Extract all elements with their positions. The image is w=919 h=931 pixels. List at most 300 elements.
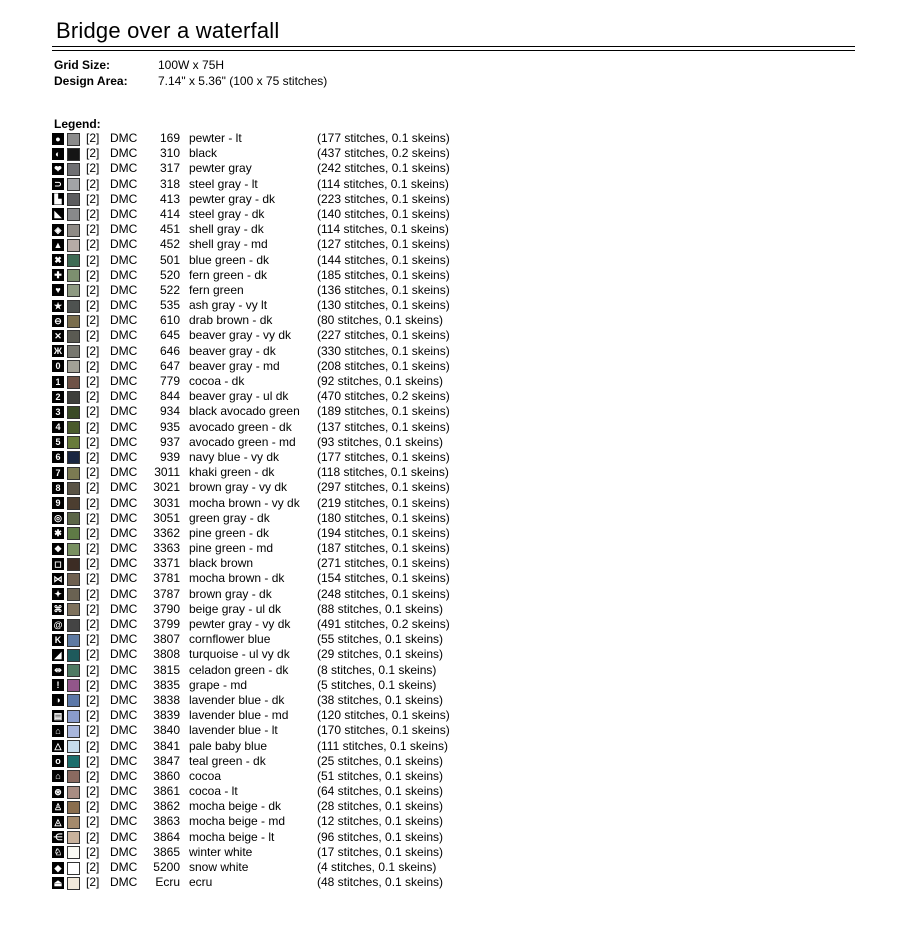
stitch-stats: (137 stitches, 0.1 skeins) — [317, 419, 450, 434]
thread-number: 3864 — [153, 829, 180, 844]
symbol-icon: K — [52, 634, 64, 646]
strand-count: [2] — [86, 708, 100, 723]
thread-brand: DMC — [110, 404, 138, 419]
stitch-stats: (17 stitches, 0.1 skeins) — [317, 844, 444, 859]
color-swatch — [67, 740, 80, 753]
strand-count: [2] — [86, 449, 100, 464]
thread-brand: DMC — [110, 708, 138, 723]
color-swatch — [67, 816, 80, 829]
strand-count: [2] — [86, 298, 100, 313]
stitch-stats: (28 stitches, 0.1 skeins) — [317, 799, 444, 814]
thread-number: 3807 — [153, 632, 180, 647]
color-name: lavender blue - dk — [189, 692, 285, 707]
symbol-icon: ❤ — [52, 163, 64, 175]
thread-number: 647 — [159, 358, 180, 373]
color-swatch — [67, 284, 80, 297]
color-swatch — [67, 634, 80, 647]
color-name: fern green - dk — [189, 267, 268, 282]
thread-number: 3781 — [153, 571, 180, 586]
thread-brand: DMC — [110, 298, 138, 313]
symbol-icon: ♥ — [52, 284, 64, 296]
color-name: black brown — [189, 556, 254, 571]
color-swatch — [67, 254, 80, 267]
strand-count: [2] — [86, 161, 100, 176]
color-name: ash gray - vy lt — [189, 298, 268, 313]
color-swatch — [67, 451, 80, 464]
thread-brand: DMC — [110, 131, 138, 145]
thread-number: Ecru — [155, 875, 180, 890]
strand-count: [2] — [86, 313, 100, 328]
stitch-stats: (92 stitches, 0.1 skeins) — [317, 374, 444, 388]
color-name: snow white — [189, 860, 249, 874]
thread-brand: DMC — [110, 586, 138, 601]
thread-brand: DMC — [110, 738, 138, 753]
thread-number: 3840 — [153, 723, 180, 738]
thread-number: 3362 — [153, 525, 180, 540]
symbol-icon: ⇹ — [52, 664, 64, 676]
stitch-stats: (88 stitches, 0.1 skeins) — [317, 601, 444, 616]
thread-brand: DMC — [110, 358, 138, 373]
color-swatch — [67, 330, 80, 343]
strand-count: [2] — [86, 860, 100, 874]
color-name: steel gray - dk — [189, 206, 265, 221]
strand-count: [2] — [86, 434, 100, 449]
color-name: mocha brown - vy dk — [189, 495, 300, 510]
strand-count: [2] — [86, 328, 100, 343]
stitch-stats: (170 stitches, 0.1 skeins) — [317, 723, 450, 738]
thread-number: 934 — [159, 404, 180, 419]
symbol-icon: ◬ — [52, 816, 64, 828]
grid-size-value: 100W x 75H — [158, 58, 225, 72]
strand-count: [2] — [86, 601, 100, 616]
color-swatch — [67, 710, 80, 723]
thread-number: 779 — [159, 374, 180, 388]
thread-brand: DMC — [110, 601, 138, 616]
stitch-stats: (227 stitches, 0.1 skeins) — [317, 328, 450, 343]
strand-count: [2] — [86, 222, 100, 237]
color-name: turquoise - ul vy dk — [189, 647, 290, 662]
thread-brand: DMC — [110, 343, 138, 358]
thread-brand: DMC — [110, 267, 138, 282]
thread-brand: DMC — [110, 206, 138, 221]
thread-brand: DMC — [110, 252, 138, 267]
symbol-icon: ♘ — [53, 847, 63, 858]
stitch-stats: (64 stitches, 0.1 skeins) — [317, 784, 444, 799]
thread-brand: DMC — [110, 677, 138, 692]
thread-brand: DMC — [110, 465, 138, 480]
symbol-icon: ⌂ — [52, 770, 64, 782]
color-swatch — [67, 770, 80, 783]
strand-count: [2] — [86, 617, 100, 631]
color-swatch — [67, 133, 80, 146]
symbol-icon: ⊛ — [52, 786, 64, 798]
stitch-stats: (8 stitches, 0.1 skeins) — [317, 662, 437, 677]
color-swatch — [67, 558, 80, 571]
symbol-icon: ! — [52, 679, 64, 691]
stitch-stats: (187 stitches, 0.1 skeins) — [317, 541, 450, 556]
symbol-icon: △ — [52, 740, 64, 752]
color-swatch — [67, 360, 80, 373]
color-name: drab brown - dk — [189, 313, 273, 328]
strand-count: [2] — [86, 753, 100, 768]
stitch-stats: (25 stitches, 0.1 skeins) — [317, 753, 444, 768]
grid-size-label: Grid Size: — [54, 58, 111, 72]
thread-number: 3838 — [153, 692, 180, 707]
stitch-stats: (491 stitches, 0.2 skeins) — [317, 617, 450, 631]
symbol-icon: ◑ — [52, 694, 64, 706]
strand-count: [2] — [86, 662, 100, 677]
color-swatch — [67, 694, 80, 707]
strand-count: [2] — [86, 875, 100, 890]
color-swatch — [67, 679, 80, 692]
thread-brand: DMC — [110, 449, 138, 464]
color-swatch — [67, 178, 80, 191]
stitch-stats: (140 stitches, 0.1 skeins) — [317, 206, 450, 221]
color-swatch — [67, 300, 80, 313]
stitch-stats: (177 stitches, 0.1 skeins) — [317, 131, 450, 145]
color-swatch — [67, 512, 80, 525]
stitch-stats: (144 stitches, 0.1 skeins) — [317, 252, 450, 267]
strand-count: [2] — [86, 829, 100, 844]
color-name: beaver gray - dk — [189, 343, 276, 358]
thread-brand: DMC — [110, 176, 138, 191]
strand-count: [2] — [86, 510, 100, 525]
strand-count: [2] — [86, 389, 100, 404]
color-swatch — [67, 163, 80, 176]
symbol-icon: 8 — [52, 482, 64, 494]
symbol-icon: ◎ — [52, 512, 64, 524]
strand-count: [2] — [86, 784, 100, 799]
color-swatch — [67, 406, 80, 419]
strand-count: [2] — [86, 374, 100, 388]
color-name: lavender blue - lt — [189, 723, 278, 738]
thread-brand: DMC — [110, 525, 138, 540]
symbol-icon: @ — [53, 619, 63, 630]
thread-brand: DMC — [110, 784, 138, 799]
thread-number: 310 — [159, 146, 180, 161]
thread-brand: DMC — [110, 161, 138, 176]
strand-count: [2] — [86, 556, 100, 571]
thread-number: 645 — [159, 328, 180, 343]
strand-count: [2] — [86, 586, 100, 601]
color-swatch — [67, 755, 80, 768]
legend-title: Legend: — [54, 117, 101, 131]
symbol-icon: 5 — [52, 436, 64, 448]
color-swatch — [67, 497, 80, 510]
color-name: mocha beige - lt — [189, 829, 275, 844]
strand-count: [2] — [86, 267, 100, 282]
color-swatch — [67, 421, 80, 434]
stitch-stats: (118 stitches, 0.1 skeins) — [317, 465, 449, 480]
thread-number: 3860 — [153, 768, 180, 783]
thread-number: 3799 — [153, 617, 180, 631]
color-swatch — [67, 603, 80, 616]
thread-brand: DMC — [110, 313, 138, 328]
symbol-icon: ⏏ — [53, 877, 63, 888]
thread-number: 3371 — [153, 556, 180, 571]
stitch-stats: (55 stitches, 0.1 skeins) — [317, 632, 444, 647]
symbol-icon: ⌘ — [53, 604, 63, 615]
stitch-stats: (177 stitches, 0.1 skeins) — [317, 449, 450, 464]
thread-brand: DMC — [110, 389, 138, 404]
color-swatch — [67, 376, 80, 389]
symbol-icon: ◈ — [52, 224, 64, 236]
color-name: shell gray - md — [189, 237, 268, 252]
symbol-icon: ✖ — [52, 254, 64, 266]
thread-number: 317 — [159, 161, 180, 176]
thread-number: 610 — [159, 313, 180, 328]
symbol-icon: ⊃ — [52, 178, 64, 190]
thread-brand: DMC — [110, 419, 138, 434]
thread-number: 413 — [159, 191, 180, 206]
color-swatch — [67, 208, 80, 221]
thread-brand: DMC — [110, 510, 138, 525]
symbol-icon: ✚ — [52, 269, 64, 281]
title-rule-top — [52, 46, 855, 47]
thread-number: 169 — [159, 131, 180, 145]
strand-count: [2] — [86, 738, 100, 753]
color-name: beaver gray - ul dk — [189, 389, 289, 404]
strand-count: [2] — [86, 404, 100, 419]
thread-brand: DMC — [110, 829, 138, 844]
color-swatch — [67, 224, 80, 237]
thread-brand: DMC — [110, 753, 138, 768]
symbol-icon: 1 — [52, 376, 64, 388]
color-swatch — [67, 862, 80, 875]
color-name: avocado green - md — [189, 434, 296, 449]
thread-brand: DMC — [110, 374, 138, 388]
color-name: steel gray - lt — [189, 176, 258, 191]
stitch-stats: (12 stitches, 0.1 skeins) — [317, 814, 444, 829]
color-name: lavender blue - md — [189, 708, 289, 723]
strand-count: [2] — [86, 343, 100, 358]
color-name: ecru — [189, 875, 213, 890]
thread-number: 520 — [159, 267, 180, 282]
design-area-value: 7.14" x 5.36" (100 x 75 stitches) — [158, 74, 328, 88]
color-swatch — [67, 786, 80, 799]
strand-count: [2] — [86, 206, 100, 221]
thread-number: 935 — [159, 419, 180, 434]
strand-count: [2] — [86, 525, 100, 540]
color-swatch — [67, 831, 80, 844]
symbol-icon: ⊖ — [52, 315, 64, 327]
stitch-stats: (51 stitches, 0.1 skeins) — [317, 768, 444, 783]
symbol-icon: ● — [52, 133, 64, 145]
symbol-icon: ◢ — [52, 649, 64, 661]
stitch-stats: (470 stitches, 0.2 skeins) — [317, 389, 450, 404]
thread-number: 501 — [159, 252, 180, 267]
color-name: winter white — [189, 844, 253, 859]
color-name: cocoa — [189, 768, 222, 783]
thread-brand: DMC — [110, 768, 138, 783]
color-name: blue green - dk — [189, 252, 270, 267]
color-swatch — [67, 148, 80, 161]
color-name: pine green - dk — [189, 525, 270, 540]
symbol-icon: ⌂ — [52, 725, 64, 737]
thread-brand: DMC — [110, 146, 138, 161]
strand-count: [2] — [86, 282, 100, 297]
color-name: pewter - lt — [189, 131, 242, 145]
color-swatch — [67, 543, 80, 556]
color-swatch — [67, 315, 80, 328]
thread-number: 844 — [159, 389, 180, 404]
page-title: Bridge over a waterfall — [56, 18, 280, 43]
thread-brand: DMC — [110, 875, 138, 890]
color-name: beige gray - ul dk — [189, 601, 282, 616]
color-name: black avocado green — [189, 404, 300, 419]
symbol-icon: 2 — [52, 391, 64, 403]
color-swatch — [67, 436, 80, 449]
strand-count: [2] — [86, 131, 100, 145]
stitch-stats: (5 stitches, 0.1 skeins) — [317, 677, 437, 692]
thread-number: 3865 — [153, 844, 180, 859]
thread-brand: DMC — [110, 556, 138, 571]
stitch-stats: (248 stitches, 0.1 skeins) — [317, 586, 450, 601]
symbol-icon: ⋈ — [53, 573, 63, 584]
thread-number: 3863 — [153, 814, 180, 829]
color-name: green gray - dk — [189, 510, 270, 525]
stitch-stats: (120 stitches, 0.1 skeins) — [317, 708, 450, 723]
strand-count: [2] — [86, 541, 100, 556]
thread-brand: DMC — [110, 662, 138, 677]
thread-number: 3051 — [153, 510, 180, 525]
stitch-stats: (194 stitches, 0.1 skeins) — [317, 525, 450, 540]
symbol-icon: ✱ — [52, 527, 64, 539]
thread-number: 452 — [159, 237, 180, 252]
strand-count: [2] — [86, 358, 100, 373]
stitch-stats: (127 stitches, 0.1 skeins) — [317, 237, 450, 252]
color-name: mocha beige - dk — [189, 799, 282, 814]
color-swatch — [67, 239, 80, 252]
thread-brand: DMC — [110, 571, 138, 586]
color-swatch — [67, 664, 80, 677]
color-swatch — [67, 573, 80, 586]
thread-brand: DMC — [110, 495, 138, 510]
color-name: pine green - md — [189, 541, 274, 556]
stitch-stats: (208 stitches, 0.1 skeins) — [317, 358, 450, 373]
symbol-icon: ◻ — [52, 558, 64, 570]
strand-count: [2] — [86, 146, 100, 161]
thread-number: 3790 — [153, 601, 180, 616]
symbol-icon: ⋲ — [53, 832, 63, 843]
symbol-icon: ▙ — [52, 193, 64, 205]
strand-count: [2] — [86, 768, 100, 783]
color-swatch — [67, 527, 80, 540]
color-name: fern green — [189, 282, 244, 297]
thread-number: 3839 — [153, 708, 180, 723]
color-swatch — [67, 588, 80, 601]
color-name: mocha beige - md — [189, 814, 286, 829]
symbol-icon: ▲ — [53, 239, 63, 250]
thread-brand: DMC — [110, 632, 138, 647]
symbol-icon: ★ — [53, 300, 63, 311]
stitch-stats: (96 stitches, 0.1 skeins) — [317, 829, 444, 844]
color-swatch — [67, 846, 80, 859]
stitch-stats: (38 stitches, 0.1 skeins) — [317, 692, 444, 707]
symbol-icon: o — [52, 755, 64, 767]
thread-brand: DMC — [110, 282, 138, 297]
stitch-stats: (297 stitches, 0.1 skeins) — [317, 480, 450, 495]
symbol-icon: Ж — [53, 346, 63, 357]
strand-count: [2] — [86, 237, 100, 252]
thread-number: 3861 — [153, 784, 180, 799]
strand-count: [2] — [86, 647, 100, 662]
strand-count: [2] — [86, 495, 100, 510]
design-area-label: Design Area: — [54, 74, 128, 88]
title-rule-bottom — [52, 50, 855, 51]
color-name: brown gray - dk — [189, 586, 272, 601]
strand-count: [2] — [86, 632, 100, 647]
color-swatch — [67, 619, 80, 632]
color-name: cocoa - lt — [189, 784, 238, 799]
thread-brand: DMC — [110, 647, 138, 662]
symbol-icon: ◆ — [52, 862, 64, 874]
thread-number: 414 — [159, 206, 180, 221]
symbol-icon: ◣ — [52, 208, 64, 220]
symbol-icon: 4 — [52, 421, 64, 433]
color-name: beaver gray - vy dk — [189, 328, 292, 343]
stitch-stats: (271 stitches, 0.1 skeins) — [317, 556, 450, 571]
symbol-icon: ♙ — [53, 801, 63, 812]
thread-brand: DMC — [110, 860, 138, 874]
thread-number: 937 — [159, 434, 180, 449]
color-name: cocoa - dk — [189, 374, 245, 388]
stitch-stats: (80 stitches, 0.1 skeins) — [317, 313, 444, 328]
stitch-stats: (180 stitches, 0.1 skeins) — [317, 510, 450, 525]
symbol-icon: ✦ — [52, 588, 64, 600]
thread-brand: DMC — [110, 692, 138, 707]
strand-count: [2] — [86, 692, 100, 707]
color-name: pewter gray - dk — [189, 191, 276, 206]
thread-brand: DMC — [110, 541, 138, 556]
thread-number: 3841 — [153, 738, 180, 753]
color-name: avocado green - dk — [189, 419, 292, 434]
stitch-stats: (93 stitches, 0.1 skeins) — [317, 434, 444, 449]
stitch-stats: (114 stitches, 0.1 skeins) — [317, 222, 449, 237]
stitch-stats: (48 stitches, 0.1 skeins) — [317, 875, 444, 890]
stitch-stats: (185 stitches, 0.1 skeins) — [317, 267, 450, 282]
color-name: teal green - dk — [189, 753, 266, 768]
color-swatch — [67, 269, 80, 282]
strand-count: [2] — [86, 571, 100, 586]
color-swatch — [67, 193, 80, 206]
stitch-stats: (189 stitches, 0.1 skeins) — [317, 404, 450, 419]
thread-number: 3835 — [153, 677, 180, 692]
color-name: cornflower blue — [189, 632, 271, 647]
color-name: brown gray - vy dk — [189, 480, 288, 495]
thread-number: 646 — [159, 343, 180, 358]
symbol-icon: ✕ — [52, 330, 64, 342]
color-swatch — [67, 649, 80, 662]
symbol-icon: ▤ — [53, 710, 63, 721]
thread-number: 3815 — [153, 662, 180, 677]
thread-brand: DMC — [110, 617, 138, 631]
stitch-stats: (154 stitches, 0.1 skeins) — [317, 571, 450, 586]
strand-count: [2] — [86, 844, 100, 859]
color-name: black — [189, 146, 218, 161]
stitch-stats: (437 stitches, 0.2 skeins) — [317, 146, 450, 161]
thread-number: 3787 — [153, 586, 180, 601]
color-swatch — [67, 467, 80, 480]
color-name: grape - md — [189, 677, 248, 692]
symbol-icon: ◐ — [52, 148, 64, 160]
stitch-stats: (223 stitches, 0.1 skeins) — [317, 191, 450, 206]
strand-count: [2] — [86, 419, 100, 434]
thread-number: 3847 — [153, 753, 180, 768]
color-name: beaver gray - md — [189, 358, 280, 373]
color-swatch — [67, 877, 80, 890]
thread-number: 3808 — [153, 647, 180, 662]
